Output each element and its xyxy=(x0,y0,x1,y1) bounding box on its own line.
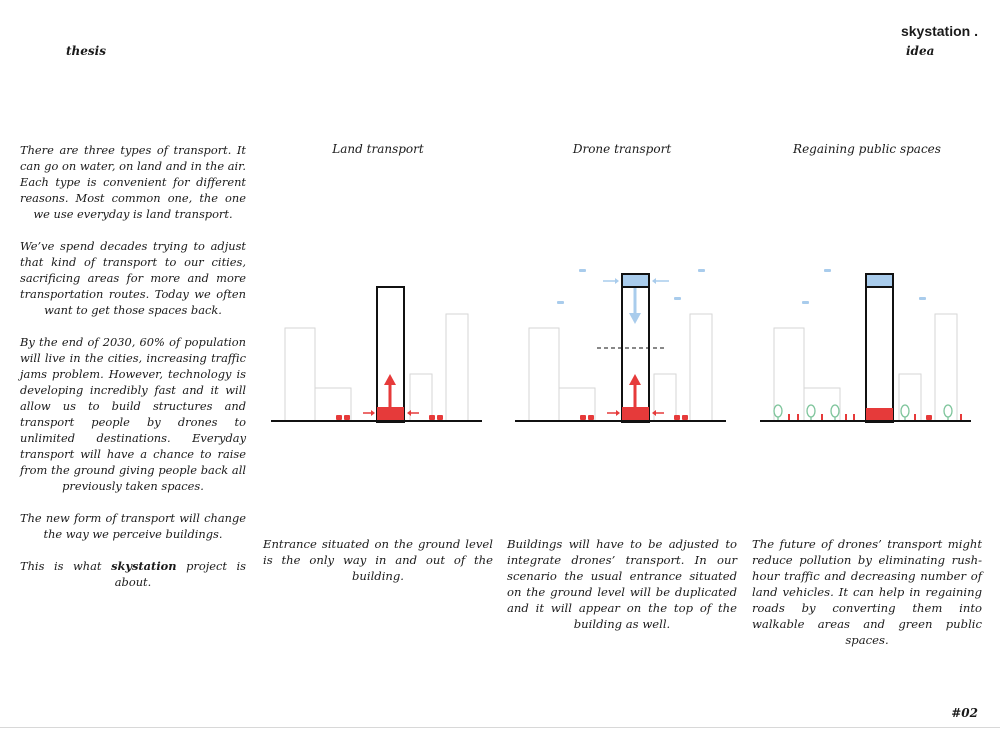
intro-paragraph: The new form of transport will change the way we perceive buildings. xyxy=(20,511,246,541)
intro-paragraph: We’ve spend decades trying to adjust that kind of transport to our cities, sacrificing areas for more and more transportation routes. Today we often want to get those spaces back. xyxy=(20,239,246,317)
ghost-buildings xyxy=(529,314,712,421)
ground-entrance xyxy=(622,407,649,421)
section-label-idea: idea xyxy=(906,44,935,58)
intro-closing: This is what skystation project is about. xyxy=(20,559,246,589)
footer-divider xyxy=(0,727,1000,728)
public-spaces-diagram xyxy=(752,262,982,442)
column-title-regaining-public-spaces: Regaining public spaces xyxy=(793,142,941,156)
ground-entrance xyxy=(866,408,893,421)
intro-paragraph: By the end of 2030, 60% of population will live in the cities, increasing traffic jams problem. However, technology is developing incredibly fast and it will allow us to build structures and transport people by drones to unlimited destinations. Everyday transport will have a chance to raise from the ground giving people back all previously taken spaces. xyxy=(20,335,246,493)
brand-logo-text: skystation . xyxy=(900,23,978,39)
column-caption-land-transport: Entrance situated on the ground level is the only way in and out of the building. xyxy=(263,537,493,583)
column-title-drone-transport: Drone transport xyxy=(572,142,672,156)
roof-entrance xyxy=(622,274,649,287)
section-label-thesis: thesis xyxy=(66,44,106,58)
tower-outline xyxy=(866,274,893,422)
project-name: skystation xyxy=(111,559,177,573)
ground-entrance xyxy=(377,407,404,421)
land-transport-diagram xyxy=(263,262,493,442)
intro-text xyxy=(20,142,246,606)
column-caption-regaining-public-spaces: The future of drones’ transport might reduce pollution by eliminating rush-hour traffic and decreasing number of land vehicles. It can help in regaining roads by converting them into walkable areas and green public spaces. xyxy=(752,537,982,647)
intro-paragraph: There are three types of transport. It can go on water, on land and in the air. Each type is convenient for different reasons. Most common one, the one we use everyday is land transport. xyxy=(20,143,246,221)
column-caption-drone-transport: Buildings will have to be adjusted to integrate drones’ transport. In our scenario the usual entrance situated on the ground level will be duplicated and it will appear on the top of the building as well. xyxy=(507,537,737,631)
page-number: #02 xyxy=(951,706,978,720)
column-title-land-transport: Land transport xyxy=(332,142,424,156)
trees xyxy=(774,405,952,421)
roof-entrance xyxy=(866,274,893,287)
drone-transport-diagram xyxy=(507,262,737,442)
drones xyxy=(802,269,926,304)
